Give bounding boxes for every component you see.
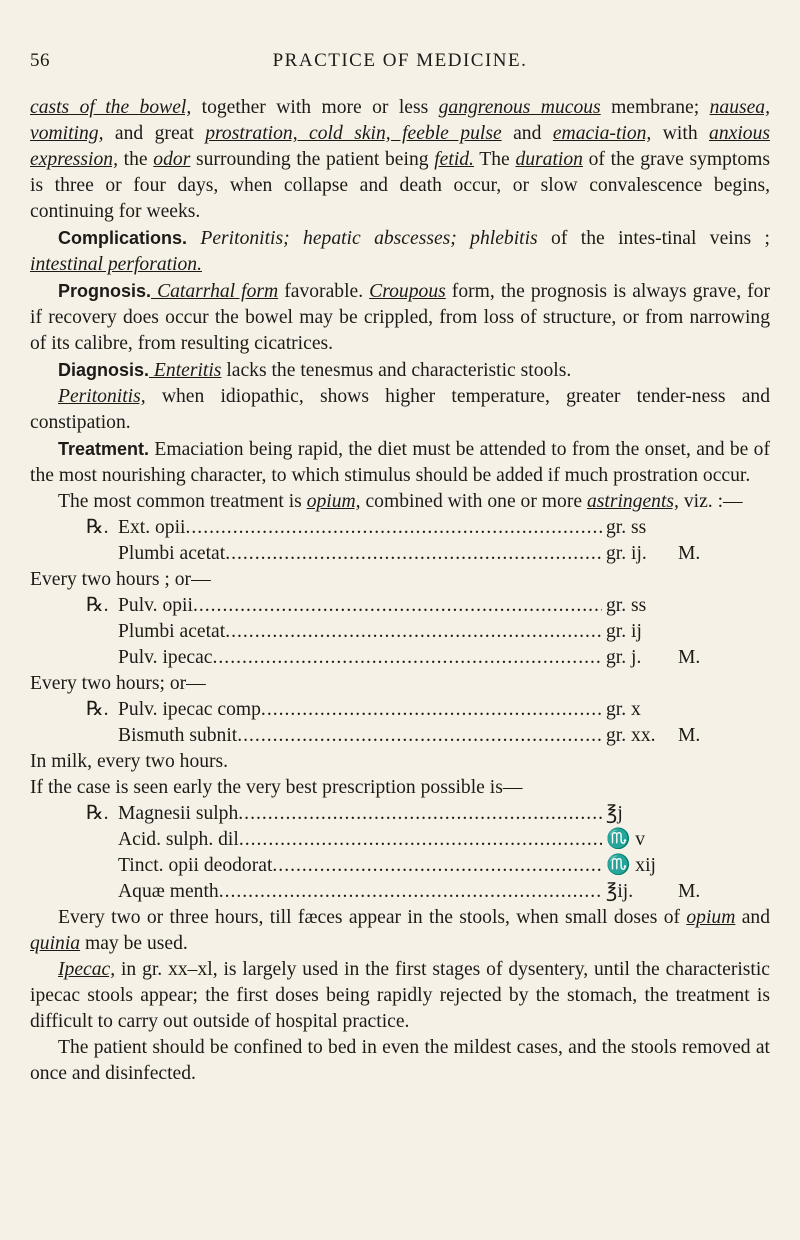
rx-ingredient: Aquæ menth — [118, 881, 219, 902]
rx-item — [118, 879, 602, 905]
leader-dots — [261, 697, 602, 723]
text: The — [473, 149, 516, 170]
text-fetid: fetid. — [434, 149, 474, 170]
rx-item — [118, 723, 602, 749]
complications-paragraph — [30, 225, 770, 278]
text: combined with one or more — [360, 491, 587, 512]
text: favorable. — [278, 281, 370, 302]
prognosis-paragraph — [30, 278, 770, 357]
text: Catarrhal form — [151, 281, 279, 302]
diagnosis-paragraph — [30, 357, 770, 384]
section-heading-prognosis: Prognosis. — [58, 281, 152, 301]
rx-ingredient: Plumbi acetat — [118, 543, 226, 564]
rx-line — [30, 827, 770, 853]
leader-dots — [213, 645, 603, 671]
rx-direction: In milk, every two hours. — [30, 751, 229, 772]
leader-dots — [225, 619, 602, 645]
common-treatment-paragraph — [30, 489, 770, 515]
rx-line — [30, 801, 770, 827]
rx-dose: ♏ xij — [606, 855, 656, 876]
text: astringents, — [586, 491, 679, 512]
rx-item — [118, 619, 602, 645]
text: Ipecac, — [58, 959, 116, 980]
recipe-symbol: ℞. — [86, 595, 109, 616]
early-case-line: If the case is seen early the very best prescription possible is— — [30, 777, 523, 798]
text-anxious: anxious expression, — [30, 123, 770, 170]
text: and great — [103, 123, 206, 144]
running-title: PRACTICE OF MEDICINE. — [272, 50, 528, 71]
rx-misce: M. — [678, 881, 701, 902]
leader-dots — [193, 593, 602, 619]
rx-line — [30, 515, 770, 541]
rx-ingredient: Pulv. ipecac comp — [118, 699, 261, 720]
recipe-symbol: ℞. — [86, 803, 109, 824]
text: viz. :— — [678, 491, 743, 512]
text: together with more or less — [191, 97, 439, 118]
rx-line — [30, 723, 770, 749]
text: surrounding the patient being — [190, 149, 435, 170]
prescription-2 — [30, 593, 770, 671]
leader-dots — [239, 827, 602, 853]
rx-item — [118, 697, 602, 723]
rx-direction: Every two hours; or— — [30, 673, 206, 694]
text: and — [501, 123, 553, 144]
rx-line — [30, 645, 770, 671]
leader-dots — [219, 879, 602, 905]
section-heading-diagnosis: Diagnosis. — [58, 360, 150, 380]
section-heading-complications: Complications. — [58, 228, 188, 248]
leader-dots — [238, 801, 602, 827]
rx-item — [118, 645, 602, 671]
text: opium, — [306, 491, 361, 512]
rx-dose: gr. ij — [606, 621, 642, 642]
every-hours-paragraph — [30, 905, 770, 957]
text: Every two or three hours, till fæces appear in the stools, when small doses of — [58, 907, 687, 928]
text: membrane; — [600, 97, 710, 118]
rx-ingredient: Bismuth subnit — [118, 725, 238, 746]
recipe-symbol: ℞. — [86, 699, 109, 720]
prescription-3 — [30, 697, 770, 749]
rx-misce: M. — [678, 647, 701, 668]
rx-ingredient: Tinct. opii deodorat — [118, 855, 273, 876]
section-heading-treatment: Treatment. — [58, 439, 150, 459]
recipe-symbol: ℞. — [86, 517, 109, 538]
rx-item — [118, 827, 602, 853]
final-paragraph: The patient should be confined to bed in even the mildest cases, and the stools removed at once and disinfected. — [30, 1037, 770, 1084]
rx-line — [30, 853, 770, 879]
rx-line — [30, 619, 770, 645]
text: lacks the tenesmus and characteristic stools. — [221, 360, 572, 381]
rx-dose: gr. x — [606, 699, 641, 720]
text: in gr. xx–xl, is largely used in the first stages of dysentery, until the characteristic ipecac stools appear; the first doses being rapidly rejected by the stomach, the treatment is difficult to carry out outside of hospital practice. — [30, 959, 770, 1032]
text: intestinal perforation. — [30, 254, 202, 275]
prescription-1 — [30, 515, 770, 567]
rx-line — [30, 879, 770, 905]
text: The most common treatment is — [58, 491, 307, 512]
rx-line — [30, 541, 770, 567]
rx-ingredient: Ext. opii — [118, 517, 186, 538]
rx-line — [30, 593, 770, 619]
text-gangrenous: gangrenous mucous — [438, 97, 601, 118]
rx-dose: gr. ss — [606, 517, 647, 538]
text: form, the prognosis is always grave, for if recovery does occur the bowel may be crippled, from loss of structure, or from narrowing of its calibre, from resulting cicatrices. — [30, 281, 770, 354]
rx-ingredient: Pulv. ipecac — [118, 647, 213, 668]
prescription-4 — [30, 801, 770, 905]
text: and — [735, 907, 770, 928]
text: Enteritis — [149, 360, 222, 381]
leader-dots — [186, 515, 603, 541]
rx-dose: gr. ss — [606, 595, 647, 616]
text-duration: duration — [515, 149, 583, 170]
treatment-paragraph — [30, 436, 770, 489]
page-number: 56 — [30, 50, 50, 71]
rx-ingredient: Acid. sulph. dil — [118, 829, 239, 850]
text-casts: casts of the bowel, — [30, 97, 192, 118]
text: of the grave symptoms is three or four days, when collapse and death occur, or slow convalescence begins, continuing for weeks. — [30, 149, 771, 222]
symptoms-paragraph — [30, 95, 770, 225]
text: Emaciation being rapid, the diet must be attended to from the onset, and be of the most nourishing character, to which stimulus should be added if much prostration occur. — [30, 439, 770, 486]
rx-dose: ℥ij. — [606, 881, 634, 902]
rx-dose: ♏ v — [606, 829, 646, 850]
rx-misce: M. — [678, 543, 701, 564]
text-odor: odor — [153, 149, 191, 170]
rx-ingredient: Plumbi acetat — [118, 621, 226, 642]
rx-ingredient: Magnesii sulph — [118, 803, 239, 824]
text-prostration: prostration, cold skin, feeble pulse — [205, 123, 502, 144]
rx-item — [118, 593, 602, 619]
rx-misce: M. — [678, 725, 701, 746]
leader-dots — [237, 723, 602, 749]
rx-dose: gr. xx. — [606, 725, 656, 746]
text: Croupous — [369, 281, 446, 302]
leader-dots — [272, 853, 602, 879]
rx-line — [30, 697, 770, 723]
rx-item — [118, 801, 602, 827]
page-body — [30, 95, 770, 1087]
rx-dose: ℥j — [606, 803, 623, 824]
text: Peritonitis; hepatic abscesses; phlebitis — [187, 228, 538, 249]
rx-item — [118, 853, 602, 879]
text: quinia — [30, 933, 81, 954]
text: Peritonitis, — [58, 386, 146, 407]
text: opium — [686, 907, 736, 928]
text: when idiopathic, shows higher temperature, greater tender-ness and constipation. — [30, 386, 770, 433]
text-nausea: nausea, vomiting, — [30, 97, 771, 144]
text: of the intes-tinal veins ; — [537, 228, 770, 249]
text-emaciation: emacia-tion, — [552, 123, 652, 144]
rx-item — [118, 541, 602, 567]
rx-ingredient: Pulv. opii — [118, 595, 193, 616]
rx-dose: gr. ij. — [606, 543, 647, 564]
leader-dots — [225, 541, 602, 567]
text: with — [651, 123, 710, 144]
ipecac-paragraph — [30, 957, 770, 1035]
peritonitis-paragraph — [30, 384, 770, 436]
text: may be used. — [80, 933, 188, 954]
rx-dose: gr. j. — [606, 647, 642, 668]
rx-direction: Every two hours ; or— — [30, 569, 211, 590]
rx-item — [118, 515, 602, 541]
text: the — [117, 149, 154, 170]
